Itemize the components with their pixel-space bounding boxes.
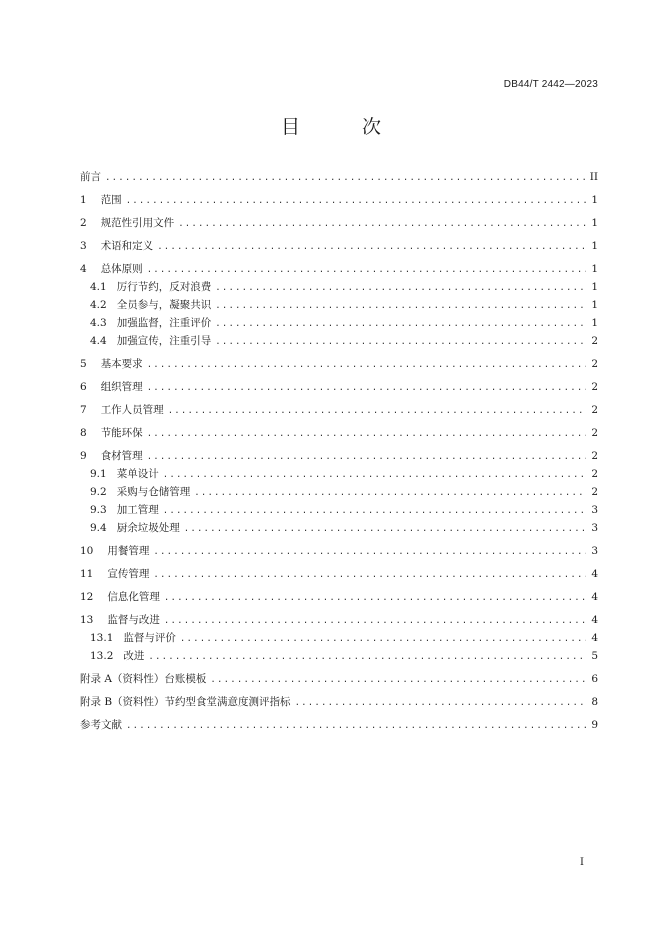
- toc-entry-page: 3: [591, 545, 598, 557]
- toc-entry[interactable]: [80, 315, 598, 332]
- toc-entry-label: 信息化管理: [107, 591, 160, 603]
- toc-entry[interactable]: [80, 261, 598, 278]
- dot-leader: [215, 334, 586, 350]
- toc-entry[interactable]: [80, 717, 598, 734]
- toc-entry-number: 13: [80, 614, 94, 626]
- toc-entry[interactable]: [80, 402, 598, 419]
- toc-entry-label: 加强宣传，注重引导: [116, 335, 212, 347]
- toc-entry-page: II: [589, 171, 598, 183]
- toc-entry[interactable]: [80, 566, 598, 583]
- toc-entry-page: 5: [591, 650, 598, 662]
- dot-leader: [157, 239, 586, 255]
- toc-entry-label: 监督与评价: [123, 632, 176, 644]
- dot-leader: [180, 631, 586, 647]
- dot-leader: [184, 521, 586, 537]
- toc-entry-label: 全员参与，凝聚共识: [116, 299, 212, 311]
- dot-leader: [164, 613, 586, 629]
- dot-leader: [295, 695, 586, 711]
- toc-entry-page: 4: [591, 568, 598, 580]
- dot-leader: [168, 403, 586, 419]
- toc-entry-page: 1: [591, 240, 598, 252]
- toc-entry-number: 4: [80, 263, 87, 275]
- toc-entry[interactable]: [80, 279, 598, 296]
- toc-entry[interactable]: [80, 484, 598, 501]
- dot-leader: [164, 590, 586, 606]
- toc-entry-number: 11: [80, 568, 94, 580]
- toc-entry[interactable]: [80, 379, 598, 396]
- toc-entry[interactable]: [80, 466, 598, 483]
- toc-entry-number: 9.2: [90, 486, 107, 498]
- dot-leader: [105, 170, 586, 186]
- toc-entry-label: 术语和定义: [100, 240, 154, 252]
- toc-entry-number: 12: [80, 591, 94, 603]
- toc-entry-page: 2: [591, 468, 598, 480]
- toc-entry[interactable]: [80, 448, 598, 465]
- toc-entry-number: 13.1: [90, 632, 114, 644]
- toc-entry-number: 13.2: [90, 650, 114, 662]
- dot-leader: [215, 316, 586, 332]
- toc-entry-label: 附录 A（资料性）台账模板: [80, 673, 207, 685]
- toc-entry[interactable]: [80, 297, 598, 314]
- toc-entry[interactable]: [80, 694, 598, 711]
- toc-entry-page: 3: [591, 504, 598, 516]
- toc-entry-page: 2: [591, 486, 598, 498]
- toc-entry-number: 6: [80, 381, 87, 393]
- toc-entry-number: 4.1: [90, 281, 107, 293]
- toc-entry[interactable]: [80, 589, 598, 606]
- toc-entry-label: 范围: [100, 194, 122, 206]
- dot-leader: [153, 544, 586, 560]
- document-code: DB44/T 2442—2023: [503, 79, 598, 90]
- toc-entry-label: 基本要求: [100, 358, 143, 370]
- page-number: I: [580, 857, 584, 868]
- dot-leader: [147, 357, 586, 373]
- toc-entry[interactable]: [80, 333, 598, 350]
- toc-entry-page: 4: [591, 632, 598, 644]
- dot-leader: [194, 485, 586, 501]
- toc-entry-number: 7: [80, 404, 87, 416]
- toc-entry-number: 10: [80, 545, 94, 557]
- dot-leader: [215, 298, 586, 314]
- toc-entry[interactable]: [80, 630, 598, 647]
- toc-entry-page: 8: [591, 696, 598, 708]
- toc-entry[interactable]: [80, 238, 598, 255]
- toc-entry-page: 2: [591, 381, 598, 393]
- toc-entry-number: 2: [80, 217, 87, 229]
- toc-entry-page: 6: [591, 673, 598, 685]
- toc-entry-label: 菜单设计: [116, 468, 159, 480]
- toc-entry-page: 3: [591, 522, 598, 534]
- toc-entry-page: 4: [591, 591, 598, 603]
- toc-entry-page: 9: [591, 719, 598, 731]
- toc-entry-label: 总体原则: [100, 263, 143, 275]
- dot-leader: [153, 567, 586, 583]
- toc-entry-page: 2: [591, 450, 598, 462]
- toc-entry-label: 用餐管理: [107, 545, 150, 557]
- toc-entry-label: 加工管理: [116, 504, 159, 516]
- toc-entry-page: 2: [591, 404, 598, 416]
- toc-entry[interactable]: [80, 356, 598, 373]
- toc-entry-page: 1: [591, 317, 598, 329]
- dot-leader: [163, 503, 586, 519]
- dot-leader: [126, 193, 586, 209]
- toc-entry-label: 厨余垃圾处理: [116, 522, 180, 534]
- dot-leader: [210, 672, 586, 688]
- toc-entry[interactable]: [80, 502, 598, 519]
- toc-entry-label: 改进: [123, 650, 145, 662]
- toc-entry-label: 宣传管理: [107, 568, 150, 580]
- toc-entry-label: 规范性引用文件: [100, 217, 175, 229]
- toc-entry[interactable]: [80, 648, 598, 665]
- toc-entry[interactable]: [80, 169, 598, 186]
- toc-entry[interactable]: [80, 612, 598, 629]
- toc-entry-label: 附录 B（资料性）节约型食堂满意度测评指标: [80, 696, 291, 708]
- toc-entry-page: 1: [591, 194, 598, 206]
- toc-entry-label: 厉行节约，反对浪费: [116, 281, 212, 293]
- toc-entry-label: 组织管理: [100, 381, 143, 393]
- toc-entry-page: 1: [591, 217, 598, 229]
- toc-entry-page: 2: [591, 358, 598, 370]
- dot-leader: [215, 280, 586, 296]
- dot-leader: [126, 718, 586, 734]
- toc-entry-number: 8: [80, 427, 87, 439]
- dot-leader: [178, 216, 586, 232]
- toc-entry-page: 1: [591, 299, 598, 311]
- toc-entry[interactable]: [80, 215, 598, 232]
- toc-entry-page: 1: [591, 281, 598, 293]
- toc-entry-page: 1: [591, 263, 598, 275]
- toc-entry[interactable]: [80, 425, 598, 442]
- dot-leader: [147, 262, 586, 278]
- toc-entry-label: 参考文献: [80, 719, 122, 731]
- toc-entry-page: 2: [591, 427, 598, 439]
- dot-leader: [163, 467, 586, 483]
- dot-leader: [147, 380, 586, 396]
- toc-entry-label: 采购与仓储管理: [116, 486, 191, 498]
- dot-leader: [148, 649, 586, 665]
- toc-entry-number: 9.1: [90, 468, 107, 480]
- toc-entry-number: 9: [80, 450, 87, 462]
- toc-entry-number: 4.3: [90, 317, 107, 329]
- toc-entry-label: 节能环保: [100, 427, 143, 439]
- table-of-contents: [80, 169, 598, 734]
- toc-entry-page: 2: [591, 335, 598, 347]
- toc-entry-number: 3: [80, 240, 87, 252]
- toc-entry-number: 9.3: [90, 504, 107, 516]
- toc-entry-label: 工作人员管理: [100, 404, 164, 416]
- toc-entry-number: 4.2: [90, 299, 107, 311]
- toc-entry-number: 5: [80, 358, 87, 370]
- toc-entry-label: 监督与改进: [107, 614, 160, 626]
- toc-entry[interactable]: [80, 192, 598, 209]
- toc-entry-label: 食材管理: [100, 450, 143, 462]
- toc-entry[interactable]: [80, 671, 598, 688]
- toc-entry[interactable]: [80, 520, 598, 537]
- toc-entry-page: 4: [591, 614, 598, 626]
- toc-entry-number: 1: [80, 194, 87, 206]
- dot-leader: [147, 426, 586, 442]
- toc-entry-number: 4.4: [90, 335, 107, 347]
- toc-entry-number: 9.4: [90, 522, 107, 534]
- page-title: 目 次: [280, 116, 410, 138]
- toc-entry-label: 前言: [80, 171, 101, 183]
- dot-leader: [147, 449, 586, 465]
- toc-entry[interactable]: [80, 543, 598, 560]
- toc-entry-label: 加强监督，注重评价: [116, 317, 212, 329]
